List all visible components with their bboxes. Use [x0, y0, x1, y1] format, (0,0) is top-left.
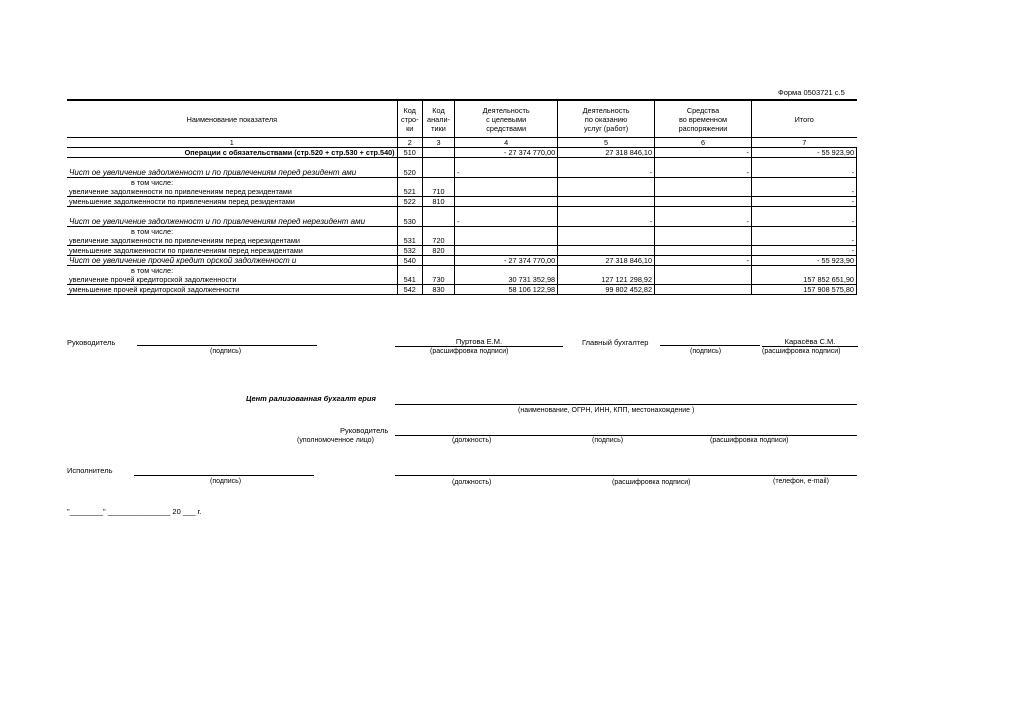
row-label: увеличение задолженности по привлечениям перед нерезидентами — [69, 236, 300, 245]
column-number: 2 — [397, 138, 422, 148]
head2-signature-caption: (подпись) — [592, 437, 624, 444]
row-code: 531 — [397, 227, 422, 246]
row-code: 510 — [397, 148, 422, 158]
row-code: 530 — [397, 207, 422, 227]
row-targeted — [455, 246, 558, 256]
row-code: 542 — [397, 285, 422, 295]
row-targeted — [455, 197, 558, 207]
row-targeted: 30 731 352,98 — [455, 266, 558, 285]
row-analytics — [422, 256, 454, 266]
row-label: увеличение прочей кредиторской задолженности — [69, 275, 237, 284]
row-analytics — [422, 207, 454, 227]
chief-accountant-name: Карасёва С.М. — [762, 337, 858, 347]
row-label: уменьшение прочей кредиторской задолженности — [69, 285, 240, 294]
row-name — [67, 227, 397, 246]
row-name — [67, 148, 397, 158]
head2-label: Руководитель — [340, 426, 389, 435]
column-number: 7 — [751, 138, 856, 148]
row-services — [558, 227, 655, 246]
column-number: 4 — [455, 138, 558, 148]
row-services: - — [558, 207, 655, 227]
centralized-caption: (наименование, ОГРН, ИНН, КПП, местонахождение ) — [518, 407, 695, 414]
form-code: Форма 0503721 с.5 — [778, 88, 845, 97]
row-analytics: 730 — [422, 266, 454, 285]
row-name — [67, 197, 397, 207]
head-label: Руководитель — [67, 338, 116, 347]
row-name — [67, 207, 397, 227]
row-label: увеличение задолженности по привлечениям перед резидентами — [69, 187, 292, 196]
header-temporary: Средства во временном распоряжении — [655, 100, 752, 138]
row-targeted: 58 106 122,98 — [455, 285, 558, 295]
row-total: - 55 923,90 — [751, 148, 856, 158]
row-analytics: 720 — [422, 227, 454, 246]
column-number: 3 — [422, 138, 454, 148]
column-number: 1 — [67, 138, 397, 148]
row-prefix: в том числе: — [131, 178, 174, 187]
row-total: - — [751, 197, 856, 207]
row-code: 532 — [397, 246, 422, 256]
row-analytics: 710 — [422, 178, 454, 197]
row-label: уменьшение задолженности по привлечениям перед нерезидентами — [69, 246, 303, 255]
row-total: - — [751, 227, 856, 246]
row-temporary — [655, 178, 752, 197]
table-header-row — [67, 100, 857, 138]
executor-position-caption: (должность) — [452, 479, 492, 486]
row-name — [67, 256, 397, 266]
header-analytics: Код анали- тики — [422, 100, 454, 138]
executor-signature-caption: (подпись) — [210, 478, 242, 485]
row-total: - — [751, 178, 856, 197]
row-name — [67, 158, 397, 178]
executor-phone-caption: (телефон, e-mail) — [773, 478, 829, 485]
row-label: уменьшение задолженности по привлечениям перед резидентами — [69, 197, 295, 206]
row-services: 127 121 298,92 — [558, 266, 655, 285]
row-services: 27 318 846,10 — [558, 256, 655, 266]
head-decode-caption: (расшифровка подписи) — [430, 348, 509, 355]
table-row — [67, 227, 857, 246]
row-prefix: в том числе: — [131, 266, 174, 275]
row-temporary — [655, 197, 752, 207]
row-temporary: - — [655, 158, 752, 178]
row-analytics: 810 — [422, 197, 454, 207]
row-temporary — [655, 227, 752, 246]
row-total: - — [751, 207, 856, 227]
row-analytics: 820 — [422, 246, 454, 256]
head2-position-caption: (должность) — [452, 437, 492, 444]
row-targeted — [455, 227, 558, 246]
header-code: Код стро- ки — [397, 100, 422, 138]
head-signature-caption: (подпись) — [210, 348, 242, 355]
row-code: 541 — [397, 266, 422, 285]
header-name: Наименование показателя — [67, 100, 397, 138]
row-targeted: - 27 374 770,00 — [455, 256, 558, 266]
row-code: 521 — [397, 178, 422, 197]
row-targeted: - — [455, 158, 558, 178]
row-name — [67, 178, 397, 197]
row-label: Чист ое увеличение прочей кредит орской задолженност и — [69, 256, 297, 265]
head-name: Пуртова Е.М. — [395, 337, 563, 347]
row-services: 99 802 452,82 — [558, 285, 655, 295]
row-services — [558, 246, 655, 256]
row-analytics — [422, 158, 454, 178]
table-row — [67, 266, 857, 285]
row-temporary — [655, 285, 752, 295]
table-row — [67, 256, 857, 266]
table-row — [67, 246, 857, 256]
authorized-caption: (уполномоченное лицо) — [297, 437, 374, 444]
row-services: 27 318 846,10 — [558, 148, 655, 158]
row-targeted: - 27 374 770,00 — [455, 148, 558, 158]
head-signature-line — [137, 337, 317, 346]
row-services — [558, 178, 655, 197]
centralized-label: Цент рализованная бухгалт ерия — [246, 394, 376, 403]
row-analytics — [422, 148, 454, 158]
table-row — [67, 148, 857, 158]
head2-line — [395, 426, 857, 436]
row-code: 520 — [397, 158, 422, 178]
row-label: Чист ое увеличение задолженност и по привлечениям перед резидент ами — [69, 168, 357, 177]
row-targeted: - — [455, 207, 558, 227]
row-services: - — [558, 158, 655, 178]
header-targeted: Деятельность с целевыми средствами — [455, 100, 558, 138]
column-numbers-row — [67, 138, 857, 148]
table-row — [67, 207, 857, 227]
chief-signature-caption: (подпись) — [690, 348, 722, 355]
column-number: 6 — [655, 138, 752, 148]
row-targeted — [455, 178, 558, 197]
row-temporary: - — [655, 256, 752, 266]
date-line: "________" _______________ 20 ___ г. — [67, 507, 202, 516]
table-row — [67, 285, 857, 295]
executor-label: Исполнитель — [67, 466, 113, 475]
row-services — [558, 197, 655, 207]
executor-signature-line — [134, 466, 314, 476]
row-label: Операции с обязательствами (стр.520 + стр.530 + стр.540) — [184, 148, 395, 157]
row-label: Чист ое увеличение задолженност и по привлечениям перед нерезидент ами — [69, 217, 366, 226]
header-services: Деятельность по оказанию услуг (работ) — [558, 100, 655, 138]
row-total: 157 852 651,90 — [751, 266, 856, 285]
table-row — [67, 178, 857, 197]
row-code: 540 — [397, 256, 422, 266]
row-prefix: в том числе: — [131, 227, 174, 236]
executor-line — [395, 466, 857, 476]
chief-decode-caption: (расшифровка подписи) — [762, 348, 841, 355]
row-temporary — [655, 246, 752, 256]
row-total: - — [751, 246, 856, 256]
row-name — [67, 285, 397, 295]
column-number: 5 — [558, 138, 655, 148]
table-row — [67, 197, 857, 207]
row-total: 157 908 575,80 — [751, 285, 856, 295]
row-temporary: - — [655, 207, 752, 227]
centralized-line — [395, 395, 857, 405]
row-name — [67, 246, 397, 256]
report-table — [67, 99, 857, 295]
row-total: - 55 923,90 — [751, 256, 856, 266]
chief-accountant-label: Главный бухгалтер — [582, 338, 649, 347]
header-total: Итого — [751, 100, 856, 138]
row-analytics: 830 — [422, 285, 454, 295]
head2-decode-caption: (расшифровка подписи) — [710, 437, 789, 444]
chief-signature-line — [660, 337, 760, 346]
executor-decode-caption: (расшифровка подписи) — [612, 479, 691, 486]
row-code: 522 — [397, 197, 422, 207]
row-temporary — [655, 266, 752, 285]
table-row — [67, 158, 857, 178]
row-total: - — [751, 158, 856, 178]
row-name — [67, 266, 397, 285]
row-temporary: - — [655, 148, 752, 158]
